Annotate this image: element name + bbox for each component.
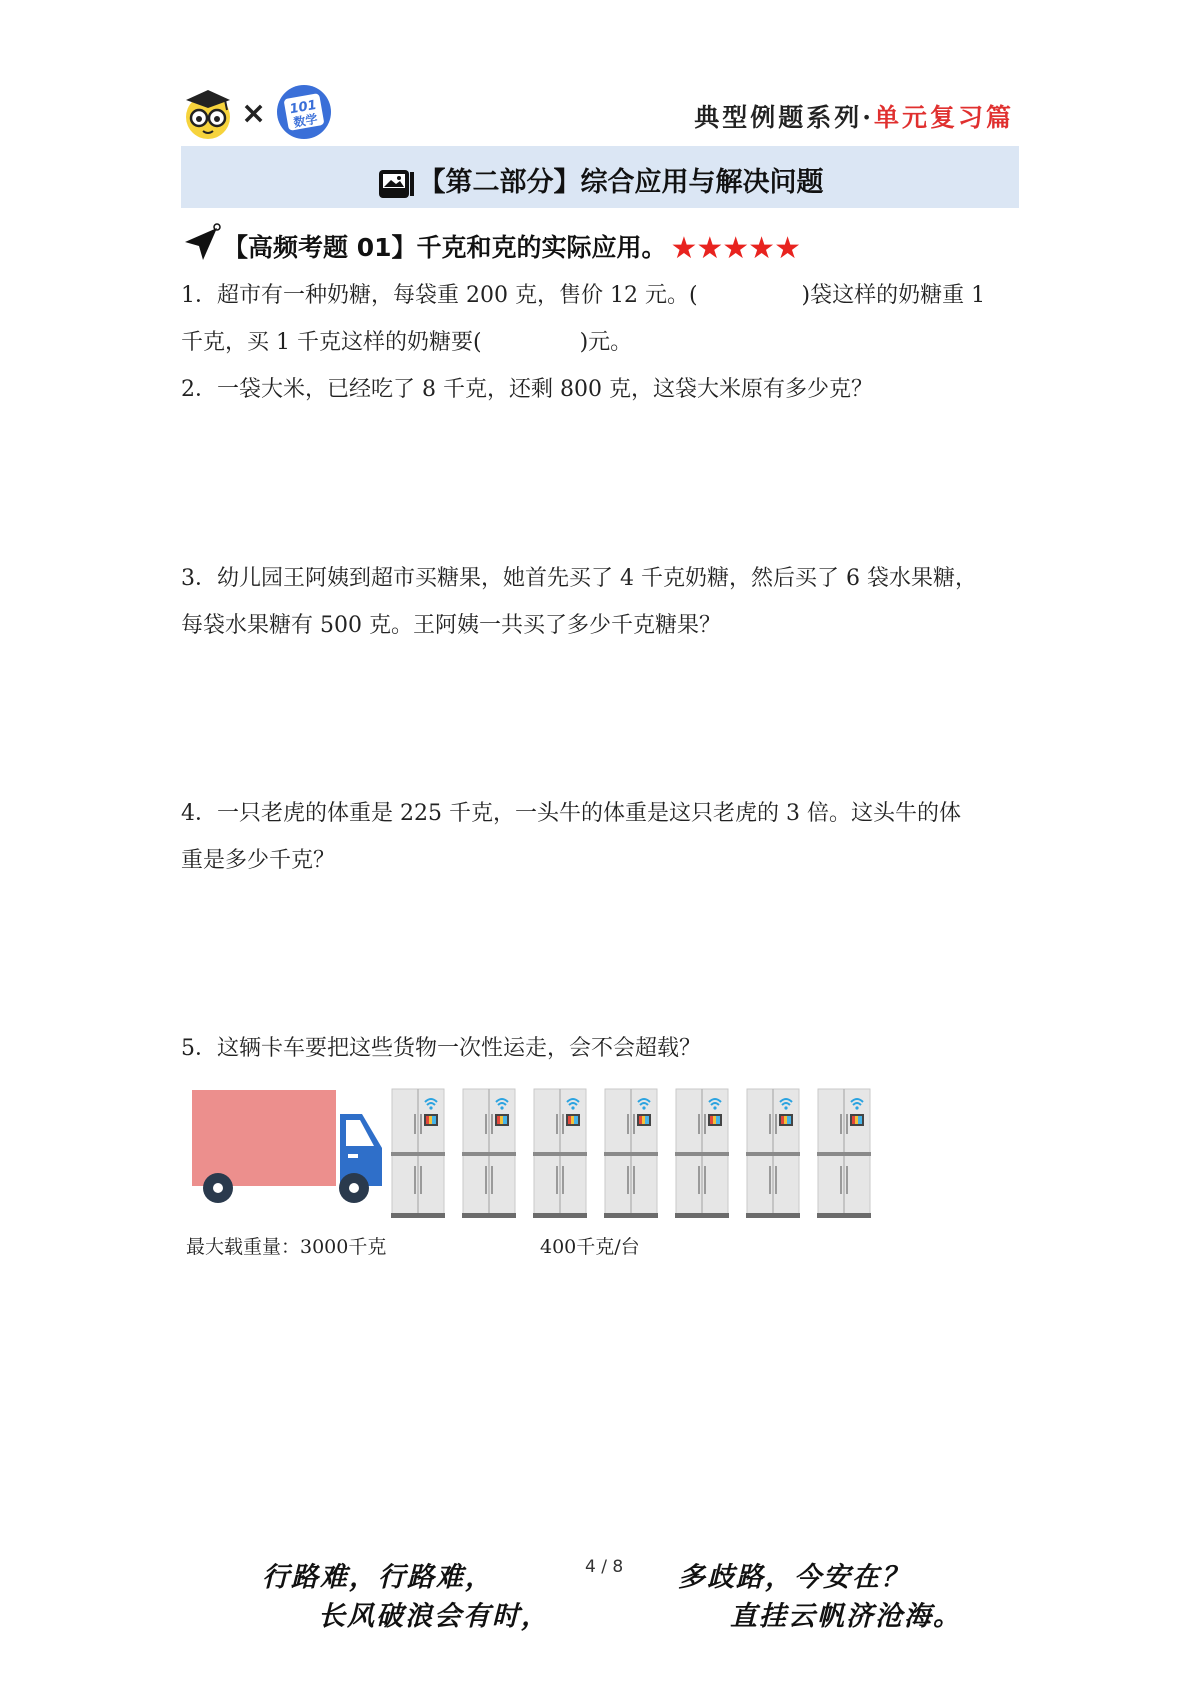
image-frame-icon (377, 168, 415, 200)
owl-logo-icon (183, 86, 233, 140)
fridge-icon (533, 1088, 587, 1218)
series-highlight: 单元复习篇 (873, 103, 1014, 132)
page-number: 4 / 8 (585, 1557, 624, 1577)
difficulty-stars: ★★★★★ (670, 231, 800, 266)
fridge-icon (675, 1088, 729, 1218)
svg-text:101: 101 (288, 97, 318, 118)
fridge-icon (746, 1088, 800, 1218)
question-4-line-1: 4．一只老虎的体重是 225 千克，一头牛的体重是这只老虎的 3 倍。这头牛的体 (181, 801, 961, 826)
fridge-icon (462, 1088, 516, 1218)
poem-line-2: 多歧路，今安在？ (678, 1562, 910, 1593)
topic-heading (181, 222, 800, 266)
question-5: 5．这辆卡车要把这些货物一次性运走，会不会超载？ (181, 1036, 701, 1061)
logo-separator: × (241, 96, 267, 131)
question-3-line-2: 每袋水果糖有 500 克。王阿姨一共买了多少千克糖果？ (181, 613, 721, 638)
fridge-icon (817, 1088, 871, 1218)
topic-title: 【高频考题 01】千克和克的实际应用。 (223, 233, 667, 262)
question-1-text-b: )袋这样的奶糖重 1 (801, 283, 986, 308)
math-101-logo-icon (276, 84, 332, 140)
location-arrow-icon (181, 222, 221, 262)
truck-illustration (192, 1090, 385, 1206)
question-1-text-c: 千克，买 1 千克这样的奶糖要( (181, 330, 482, 355)
fridge-icon (604, 1088, 658, 1218)
question-1-text-d: )元。 (579, 330, 633, 355)
series-prefix: 典型例题系列· (694, 103, 874, 132)
question-4 (181, 790, 1021, 884)
poem-line-4: 直挂云帆济沧海。 (730, 1601, 962, 1632)
question-2: 2．一袋大米，已经吃了 8 千克，还剩 800 克，这袋大米原有多少克？ (181, 377, 873, 402)
svg-text:数学: 数学 (292, 111, 319, 130)
question-3 (181, 555, 1021, 649)
banner-title: 【第二部分】综合应用与解决问题 (418, 167, 824, 198)
section-banner (181, 146, 1019, 208)
poem-line-1: 行路难，行路难， (262, 1562, 494, 1593)
series-title (694, 98, 1014, 134)
fridge-icon (391, 1088, 445, 1218)
question-1 (181, 272, 1021, 366)
fridge-caption: 400千克/台 (540, 1236, 640, 1258)
question-4-line-2: 重是多少千克？ (181, 848, 336, 873)
poem-line-3: 长风破浪会有时， (318, 1601, 550, 1632)
question-3-line-1: 3．幼儿园王阿姨到超市买糖果，她首先买了 4 千克奶糖，然后买了 6 袋水果糖， (181, 566, 977, 591)
truck-caption: 最大载重量：3000千克 (186, 1236, 387, 1258)
question-1-text-a: 1．超市有一种奶糖，每袋重 200 克，售价 12 元。( (181, 283, 698, 308)
